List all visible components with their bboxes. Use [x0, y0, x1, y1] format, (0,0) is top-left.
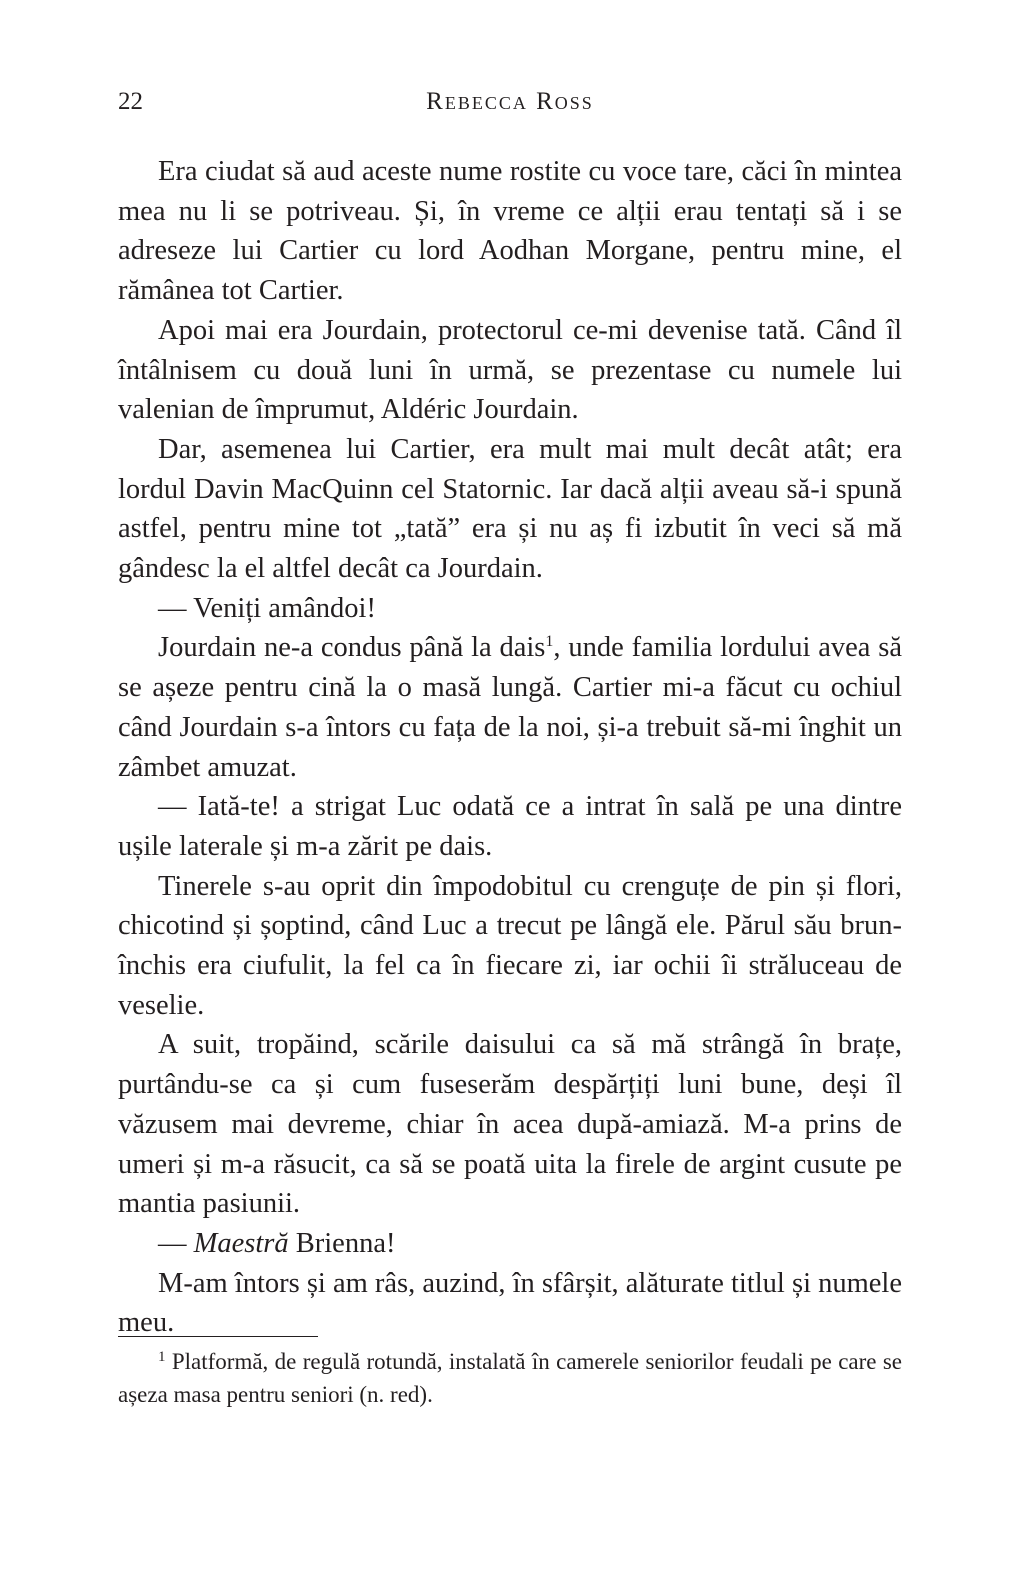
footnote-divider — [118, 1336, 318, 1337]
dialogue-line: — Iată-te! a strigat Luc odată ce a intrat în sală pe una dintre ușile laterale și m-a zărit pe dais. — [118, 791, 902, 862]
paragraph: M-am întors și am râs, auzind, în sfârșit, alăturate titlul și numele meu. — [118, 1267, 902, 1339]
paragraph: A suit, tropăind, scările daisului ca să mă strângă în brațe, purtându-se ca și cum fuseserăm despărțiți luni bune, deși îl văzusem mai devreme, chiar în acea după-amiază. M-a prins de umeri și m-a răsucit, ca să se poată uita la firele de argint cusute pe mantia pasiunii. — [118, 1029, 902, 1220]
dialogue-line: — Veniți amândoi! — [158, 592, 376, 624]
paragraph-text: , unde familia lordului avea să se așeze pentru cină la o masă lungă. Cartier mi-a făcut cu ochiul când Jourdain s-a întors cu fața de la noi, și-a trebuit să-mi înghit un zâmbet amuzat. — [118, 632, 902, 783]
paragraph: Era ciudat să aud aceste nume rostite cu voce tare, căci în mintea mea nu li se potriveau. Și, în vreme ce alții erau tentați să i se adreseze lui Cartier cu lord Aodhan Morgane, pentru mine, el rămânea tot Cartier. — [118, 156, 902, 307]
running-head — [118, 88, 902, 128]
paragraph: Dar, asemenea lui Cartier, era mult mai mult decât atât; era lordul Davin MacQuinn cel Statornic. Iar dacă alții aveau să-i spună astfel, pentru mine tot „tată” era și nu aș fi izbutit în veci să mă gândesc la el altfel decât ca Jourdain. — [118, 433, 902, 585]
paragraph — [118, 628, 902, 787]
running-head-author: Rebecca Ross — [426, 88, 594, 115]
footnote — [118, 1345, 902, 1411]
dialogue-dash: — — [158, 1227, 194, 1259]
paragraph: Apoi mai era Jourdain, protectorul ce-mi devenise tată. Când îl întâlnisem cu două luni în urmă, se prezentase cu numele lui valenian de împrumut, Aldéric Jourdain. — [118, 314, 902, 426]
dialogue-line — [118, 1224, 902, 1264]
body-text — [118, 152, 902, 1343]
footnote-reference: 1 — [545, 633, 554, 651]
dialogue-text: Brienna! — [288, 1227, 396, 1259]
paragraph: Tinerele s-au oprit din împodobitul cu crenguțe de pin și flori, chicotind și șoptind, când Luc a trecut pe lângă ele. Părul său brun-închis era ciufulit, la fel ca în fiecare zi, iar ochii îi străluceau de veselie. — [118, 870, 902, 1021]
paragraph-text: Jourdain ne-a condus până la dais — [158, 632, 546, 664]
footnote-text: Platformă, de regulă rotundă, instalată în camerele seniorilor feudali pe care se așeza masa pentru seniori (n. red). — [118, 1349, 902, 1407]
page-number: 22 — [118, 88, 143, 115]
footnote-mark: 1 — [158, 1349, 166, 1365]
italic-word: Maestră — [193, 1227, 289, 1259]
